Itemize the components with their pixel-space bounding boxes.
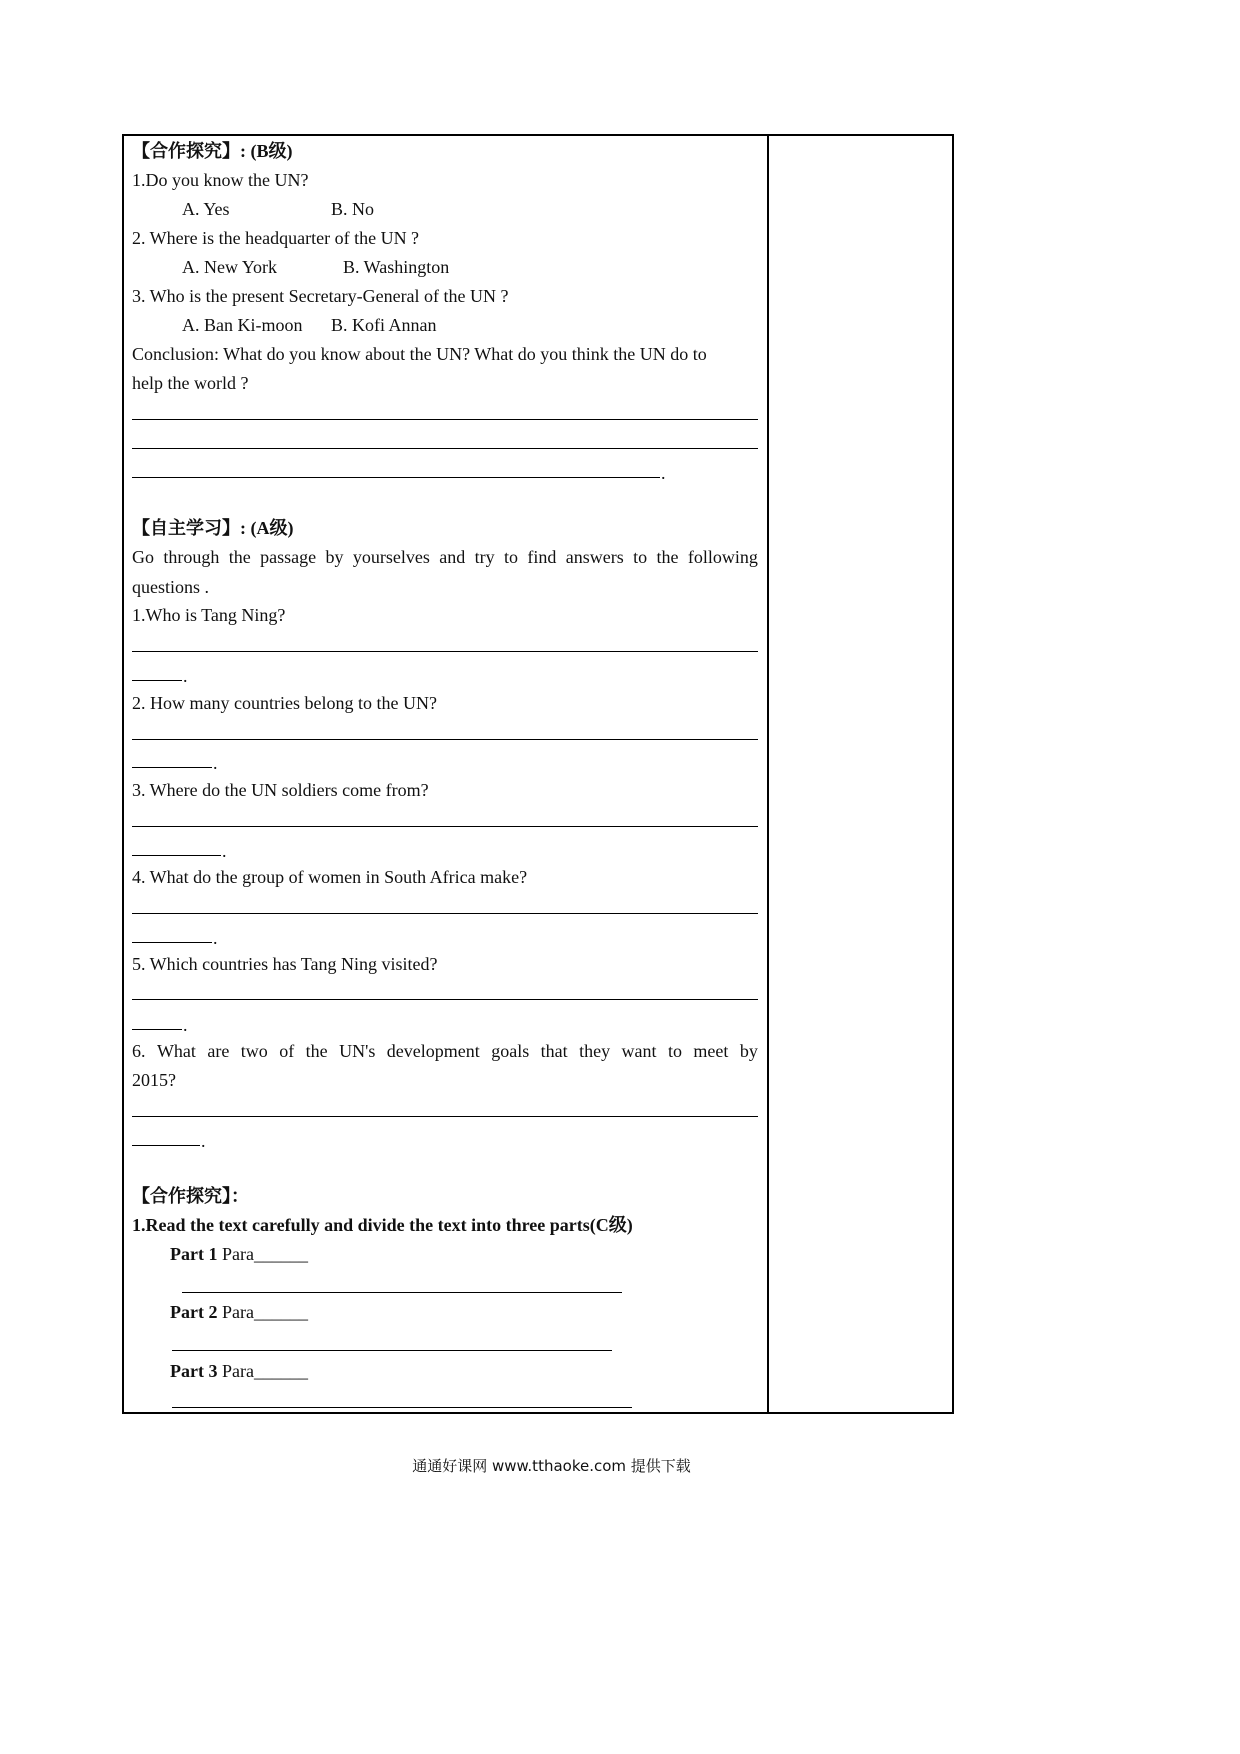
section-b-heading: 【合作探究】: (B级) xyxy=(132,141,293,161)
question-a6: 6. What are two of the UN's development goals that they want to meet by xyxy=(132,1041,758,1061)
part-3-para: Para______ xyxy=(221,1361,308,1381)
question-2-option-b: B. Washington xyxy=(343,257,450,277)
answer-line xyxy=(132,999,758,1000)
question-2-option-a: A. New York xyxy=(182,257,278,277)
part-3 xyxy=(170,1360,308,1382)
question-a6-line-2: 2015? xyxy=(132,1070,176,1090)
question-2: 2. Where is the headquarter of the UN ? xyxy=(132,228,420,248)
answer-period: . xyxy=(213,928,218,948)
answer-period: . xyxy=(222,841,227,861)
answer-period: . xyxy=(661,463,666,483)
intro-line-1: Go through the passage by yourselves and try to find answers to the following xyxy=(132,547,758,567)
answer-line xyxy=(132,1145,200,1146)
answer-period: . xyxy=(213,753,218,773)
question-3-option-a: A. Ban Ki-moon xyxy=(182,315,303,335)
answer-line xyxy=(132,739,758,740)
section-a-heading: 【自主学习】: (A级) xyxy=(132,518,294,538)
question-a2: 2. How many countries belong to the UN? xyxy=(132,693,437,713)
part-2 xyxy=(170,1301,308,1323)
answer-line xyxy=(132,1116,758,1117)
question-3: 3. Who is the present Secretary-General of the UN ? xyxy=(132,286,509,306)
answer-line xyxy=(132,826,758,827)
conclusion-line-2: help the world ? xyxy=(132,373,249,393)
answer-line xyxy=(132,651,758,652)
answer-period: . xyxy=(183,1015,188,1035)
part-1-label: Part 1 xyxy=(170,1244,218,1264)
part-2-para: Para______ xyxy=(221,1302,308,1322)
answer-line xyxy=(132,855,221,856)
part-1 xyxy=(170,1243,308,1265)
question-1-option-a: A. Yes xyxy=(182,199,230,219)
question-a5: 5. Which countries has Tang Ning visited? xyxy=(132,954,438,974)
answer-line xyxy=(132,419,758,420)
answer-period: . xyxy=(201,1131,206,1151)
answer-line xyxy=(132,680,182,681)
question-1-option-b: B. No xyxy=(331,199,375,219)
answer-line xyxy=(132,477,660,478)
answer-line xyxy=(132,913,758,914)
question-a4: 4. What do the group of women in South Africa make? xyxy=(132,867,528,887)
part-1-para: Para______ xyxy=(221,1244,308,1264)
question-a1: 1.Who is Tang Ning? xyxy=(132,605,286,625)
answer-line xyxy=(132,448,758,449)
divide-task: 1.Read the text carefully and divide the text into three parts(C级) xyxy=(132,1215,633,1235)
section-c-heading: 【合作探究】： xyxy=(132,1186,249,1206)
conclusion-line-1: Conclusion: What do you know about the UN? What do you think the UN do to xyxy=(132,344,707,364)
question-1: 1.Do you know the UN? xyxy=(132,170,309,190)
part-2-label: Part 2 xyxy=(170,1302,218,1322)
question-3-option-b: B. Kofi Annan xyxy=(331,315,437,335)
answer-line xyxy=(182,1292,622,1293)
intro-line-2: questions . xyxy=(132,577,210,597)
answer-line xyxy=(132,1029,182,1030)
answer-line xyxy=(172,1350,612,1351)
answer-line xyxy=(132,942,212,943)
footer-credit: 通通好课网 www.tthaoke.com 提供下载 xyxy=(412,1457,691,1475)
question-a3: 3. Where do the UN soldiers come from? xyxy=(132,780,429,800)
answer-period: . xyxy=(183,666,188,686)
part-3-label: Part 3 xyxy=(170,1361,218,1381)
answer-line xyxy=(132,767,212,768)
answer-line xyxy=(172,1407,632,1408)
column-divider xyxy=(767,134,769,1414)
